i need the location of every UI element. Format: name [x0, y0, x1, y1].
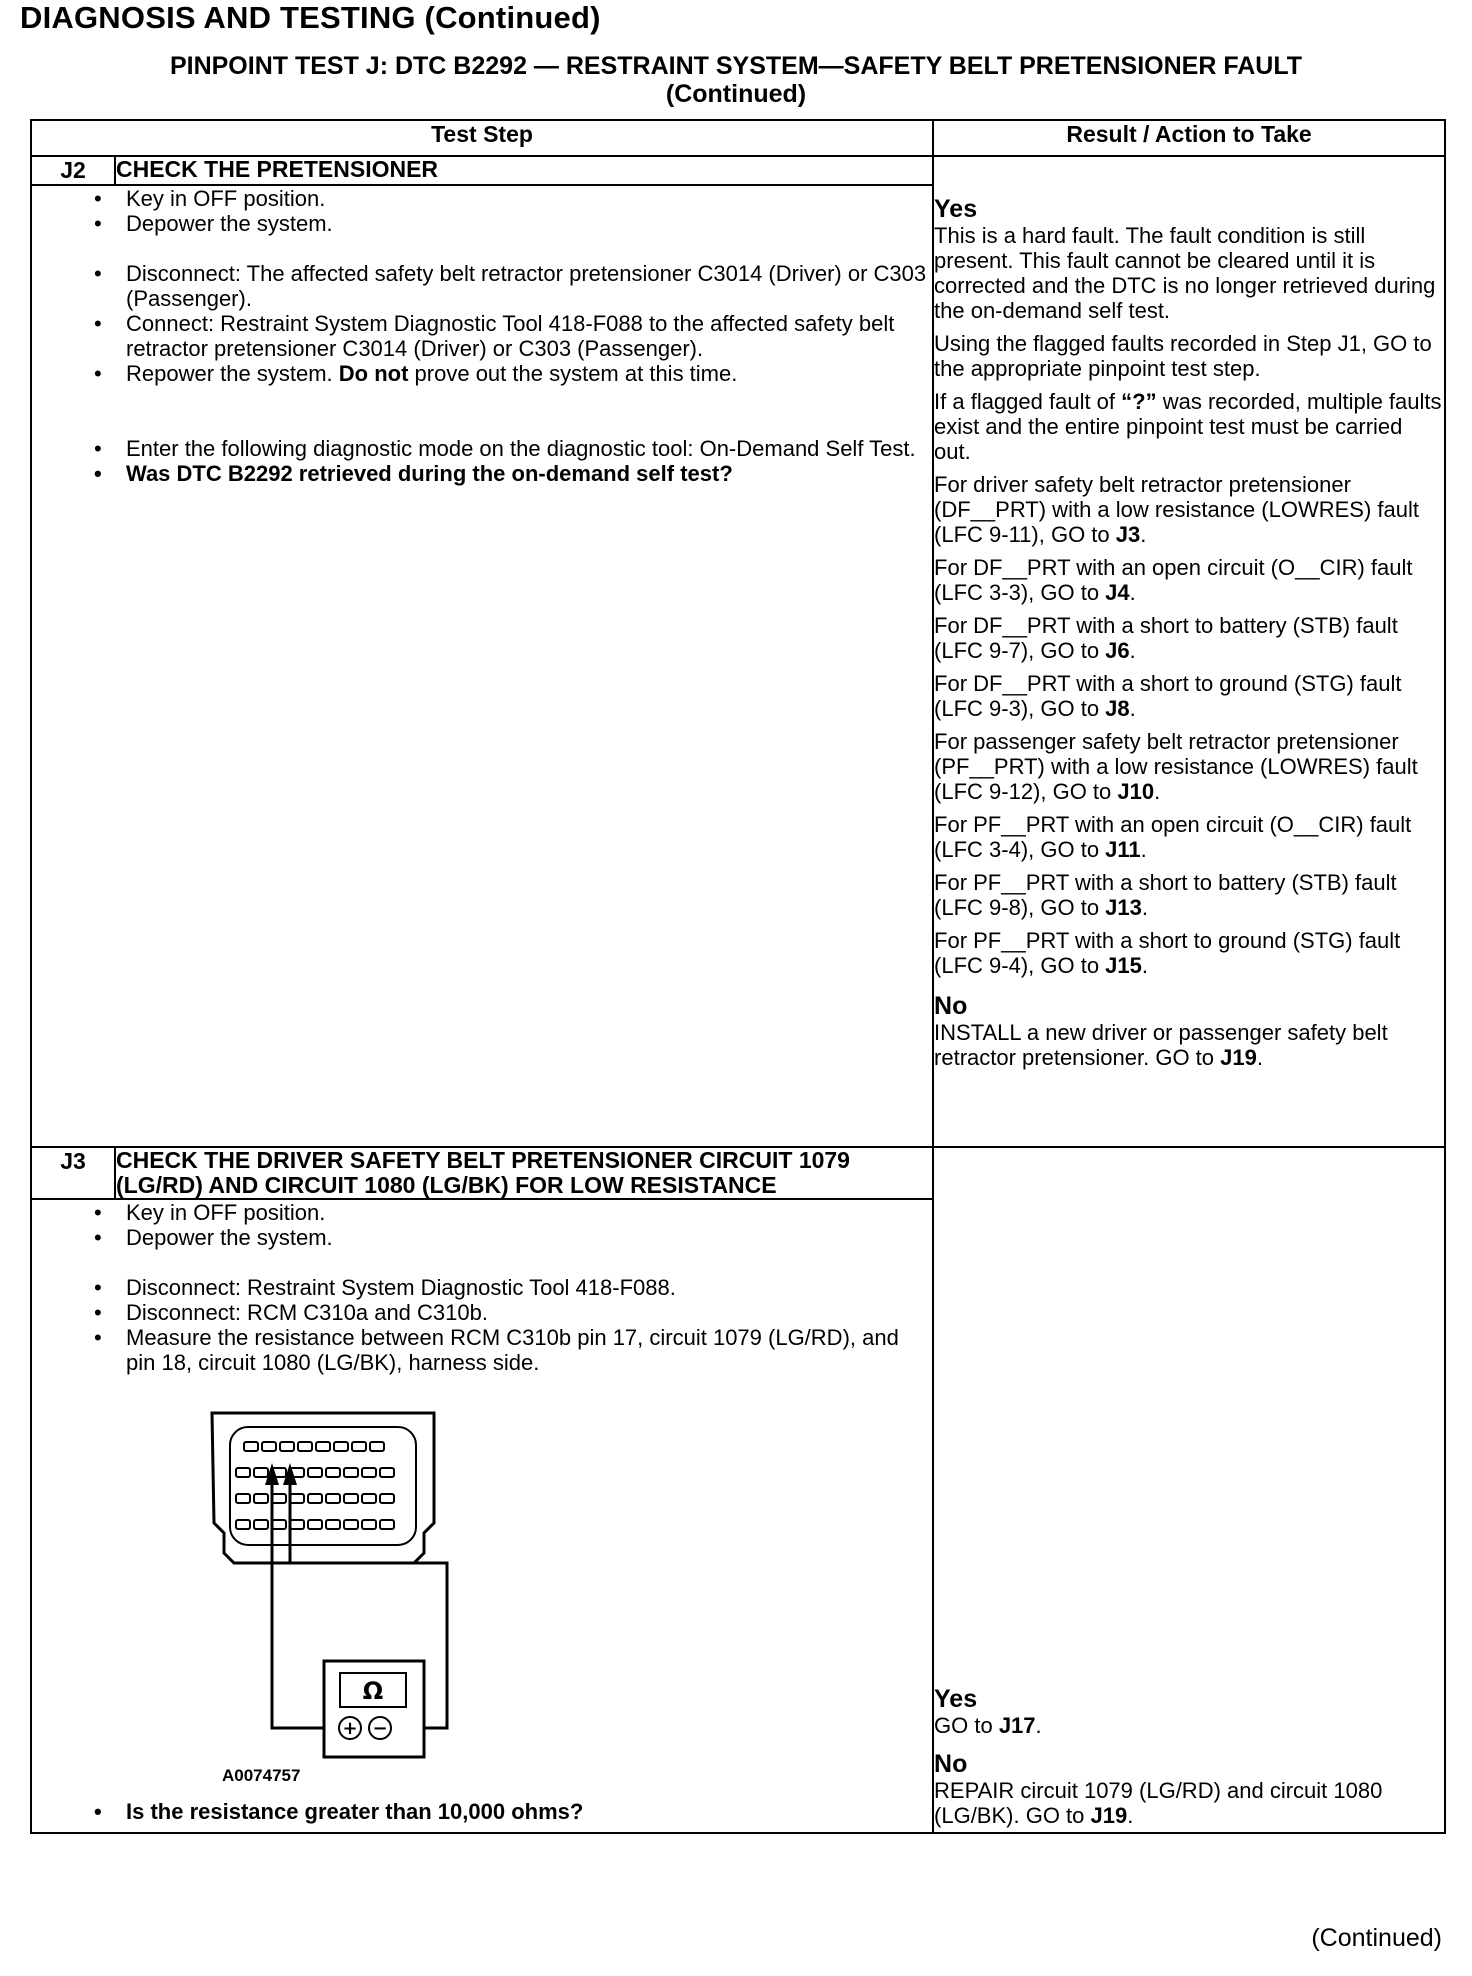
connector-pin	[380, 1520, 394, 1529]
connector-pin	[272, 1520, 286, 1529]
result-cell-j2	[933, 156, 1445, 1147]
step-question: • Is the resistance greater than 10,000 ohms?	[126, 1799, 932, 1824]
no-text: REPAIR circuit 1079 (LG/RD) and circuit 1080 (LG/BK). GO to J19.	[934, 1778, 1383, 1828]
multiple-faults-text: If a flagged fault of “?” was recorded, multiple faults exist and the entire pinpoint test must be carried out.	[934, 389, 1442, 464]
route-item: For driver safety belt retractor pretensioner (DF__PRT) with a low resistance (LOWRES) fault (LFC 9-11), GO to J3.	[934, 472, 1419, 547]
connector-pin	[380, 1494, 394, 1503]
step-item: • Repower the system. Do not prove out the system at this time.	[126, 361, 932, 386]
yes-text: GO to J17.	[934, 1713, 1042, 1738]
connector-pin	[362, 1520, 376, 1529]
route-item: For DF__PRT with a short to ground (STG) fault (LFC 9-3), GO to J8.	[934, 671, 1402, 721]
connector-pin	[254, 1494, 268, 1503]
connector-pin	[380, 1468, 394, 1477]
step-body-j2	[31, 185, 933, 1147]
yes-label: Yes	[934, 195, 978, 223]
diagram-svg	[152, 1403, 652, 1763]
connector-pin	[236, 1494, 250, 1503]
minus-icon: −	[372, 1718, 388, 1739]
route-item: For PF__PRT with a short to battery (STB) fault (LFC 9-8), GO to J13.	[934, 870, 1397, 920]
connector-pin	[262, 1442, 276, 1451]
step-item: • Depower the system.	[126, 211, 932, 236]
subtitle-line-1: PINPOINT TEST J: DTC B2292 — RESTRAINT SYSTEM—SAFETY BELT PRETENSIONER FAULT	[169, 52, 1303, 80]
route-item: For PF__PRT with a short to ground (STG) fault (LFC 9-4), GO to J15.	[934, 928, 1401, 978]
route-item: For PF__PRT with an open circuit (O__CIR) fault (LFC 3-4), GO to J11.	[934, 812, 1412, 862]
connector-body	[212, 1413, 434, 1563]
connector-pin	[344, 1494, 358, 1503]
connector-pin	[244, 1442, 258, 1451]
pinpoint-test-table	[30, 119, 1446, 1834]
connector-pin	[344, 1520, 358, 1529]
connector-pin	[308, 1468, 322, 1477]
connector-pin	[308, 1494, 322, 1503]
step-item: • Key in OFF position.	[126, 186, 932, 211]
connector-pin	[236, 1520, 250, 1529]
no-label: No	[934, 1750, 968, 1778]
ohm-symbol-icon: Ω	[362, 1677, 384, 1705]
no-text: INSTALL a new driver or passenger safety belt retractor pretensioner. GO to J19.	[934, 1020, 1388, 1070]
column-header-result: Result / Action to Take	[933, 120, 1445, 156]
connector-pin	[362, 1494, 376, 1503]
connector-pin	[344, 1468, 358, 1477]
column-header-test-step: Test Step	[31, 120, 933, 156]
route-item: For DF__PRT with an open circuit (O__CIR) fault (LFC 3-3), GO to J4.	[934, 555, 1413, 605]
no-label: No	[934, 992, 968, 1020]
connector-pin	[280, 1442, 294, 1451]
step-id-j3: J3	[31, 1147, 115, 1199]
connector-pin	[352, 1442, 366, 1451]
connector-pin	[254, 1468, 268, 1477]
connector-pin	[326, 1494, 340, 1503]
continued-footer: (Continued)	[1311, 1924, 1442, 1952]
step-item: • Measure the resistance between RCM C310b pin 17, circuit 1079 (LG/RD), and pin 18, circuit 1080 (LG/BK), harness side.	[126, 1325, 932, 1375]
connector-pin	[326, 1468, 340, 1477]
plus-icon: +	[342, 1718, 358, 1739]
step-title-j3: CHECK THE DRIVER SAFETY BELT PRETENSIONER CIRCUIT 1079 (LG/RD) AND CIRCUIT 1080 (LG/BK) FOR LOW RESISTANCE	[115, 1147, 933, 1199]
page-title: DIAGNOSIS AND TESTING (Continued)	[20, 0, 601, 35]
step-title-j2: CHECK THE PRETENSIONER	[115, 156, 933, 185]
step-body-j3	[31, 1199, 933, 1833]
connector-pin	[254, 1520, 268, 1529]
flagged-faults-text: Using the flagged faults recorded in Step J1, GO to the appropriate pinpoint test step.	[934, 331, 1432, 381]
pinpoint-test-title	[30, 52, 1442, 108]
step-item: • Depower the system.	[126, 1225, 932, 1250]
connector-pin	[298, 1442, 312, 1451]
subtitle-line-2: (Continued)	[665, 80, 807, 108]
step-item: • Disconnect: The affected safety belt retractor pretensioner C3014 (Driver) or C303 (Passenger).	[126, 261, 932, 311]
figure-id: A0074757	[222, 1766, 301, 1785]
route-item: For passenger safety belt retractor pretensioner (PF__PRT) with a low resistance (LOWRES) fault (LFC 9-12), GO to J10.	[934, 729, 1418, 804]
connector-pin	[326, 1520, 340, 1529]
step-item: • Disconnect: RCM C310a and C310b.	[126, 1300, 932, 1325]
connector-pin	[308, 1520, 322, 1529]
step-item: • Enter the following diagnostic mode on the diagnostic tool: On-Demand Self Test.	[126, 436, 932, 461]
connector-pin	[334, 1442, 348, 1451]
connector-pin	[236, 1468, 250, 1477]
connector-pins	[236, 1442, 394, 1529]
step-item: • Connect: Restraint System Diagnostic Tool 418-F088 to the affected safety belt retractor pretensioner C3014 (Driver) or C303 (Passenger).	[126, 311, 932, 361]
route-item: For DF__PRT with a short to battery (STB) fault (LFC 9-7), GO to J6.	[934, 613, 1398, 663]
yes-text: This is a hard fault. The fault condition is still present. This fault cannot be cleared until it is corrected and the DTC is no longer retrieved during the on-demand self test.	[934, 223, 1436, 323]
connector-resistance-diagram	[152, 1403, 652, 1793]
step-id-j2: J2	[31, 156, 115, 185]
connector-pin	[290, 1494, 304, 1503]
connector-pin	[272, 1494, 286, 1503]
connector-pin	[362, 1468, 376, 1477]
step-question: • Was DTC B2292 retrieved during the on-demand self test?	[126, 461, 932, 486]
connector-pin	[370, 1442, 384, 1451]
step-item: • Disconnect: Restraint System Diagnostic Tool 418-F088.	[126, 1275, 932, 1300]
connector-pin	[316, 1442, 330, 1451]
step-item: • Key in OFF position.	[126, 1200, 932, 1225]
connector-pin	[290, 1520, 304, 1529]
result-cell-j3	[933, 1147, 1445, 1833]
yes-label: Yes	[934, 1685, 978, 1713]
